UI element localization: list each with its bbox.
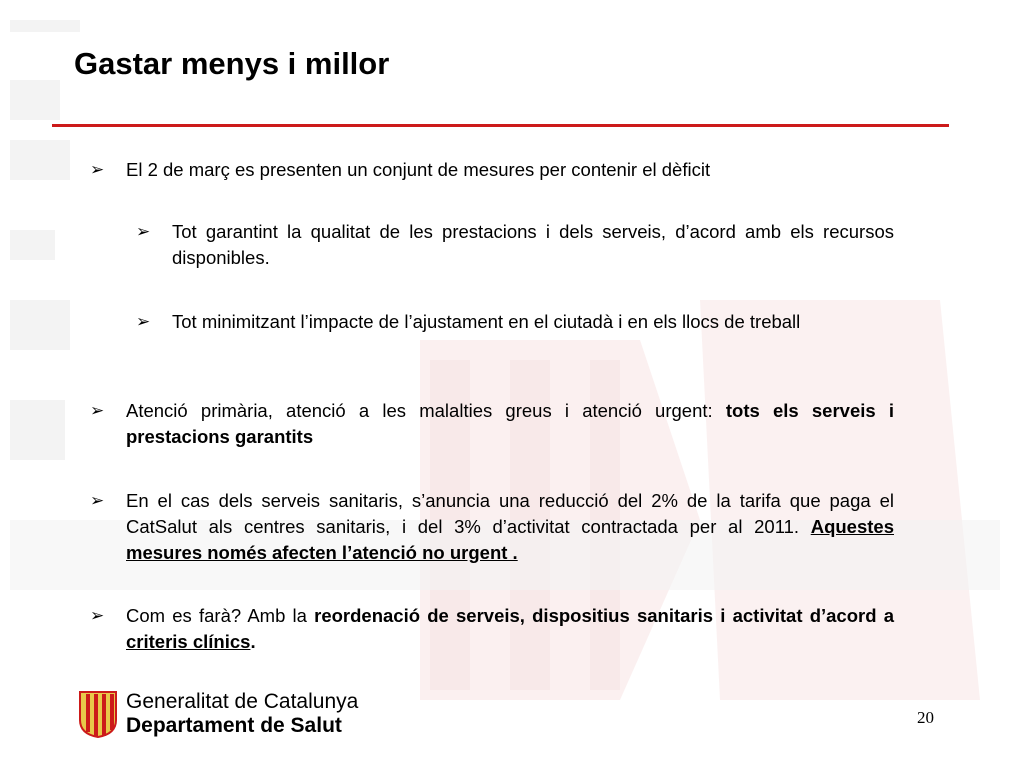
bullet-text: Com es farà? Amb la — [126, 605, 315, 626]
department-name: Departament de Salut — [126, 714, 342, 737]
bullet-text: Tot minimitzant l’impacte de l’ajustament en el ciutadà i en els llocs de treball — [172, 311, 801, 332]
bullet-item — [90, 488, 894, 566]
bullet-text: Tot garantint la qualitat de les prestacions i dels serveis, d’acord amb els recursos disponibles. — [172, 221, 894, 268]
slide-title: Gastar menys i millor — [74, 46, 390, 81]
bullet-item — [90, 157, 896, 183]
arrow-bullet-icon: ➢ — [90, 606, 105, 625]
arrow-bullet-icon: ➢ — [136, 312, 151, 331]
page-number: 20 — [917, 708, 934, 727]
arrow-bullet-icon: ➢ — [136, 222, 151, 241]
arrow-bullet-icon: ➢ — [90, 401, 105, 420]
bullet-end-punctuation: . — [250, 631, 256, 652]
bullet-emphasis-underlined: Aquestes mesures només afecten l’atenció no urgent . — [126, 516, 894, 563]
government-name: Generalitat de Catalunya — [126, 690, 359, 713]
bullet-emphasis-underlined: criteris clínics — [126, 631, 251, 652]
bullet-emphasis: reordenació de serveis, dispositius sanitaris i activitat d’acord a — [314, 605, 894, 626]
title-underline-rule — [52, 124, 949, 127]
generalitat-shield-icon — [78, 690, 118, 738]
arrow-bullet-icon: ➢ — [90, 160, 105, 179]
footer-organization — [126, 690, 358, 738]
bullet-text: El 2 de març es presenten un conjunt de mesures per contenir el dèficit — [126, 159, 711, 180]
sub-bullet-item — [136, 309, 894, 335]
bullet-item — [90, 398, 894, 450]
arrow-bullet-icon: ➢ — [90, 491, 105, 510]
bullet-emphasis: tots els serveis i prestacions garantits — [126, 400, 894, 447]
bullet-text: Atenció primària, atenció a les malalties greus i atenció urgent: — [126, 400, 726, 421]
sub-bullet-item — [136, 219, 894, 271]
bullet-text: En el cas dels serveis sanitaris, s’anuncia una reducció del 2% de la tarifa que paga el CatSalut als centres sanitaris, i del 3% d’activitat contractada per al 2011. — [126, 490, 894, 537]
bullet-item — [90, 603, 894, 655]
